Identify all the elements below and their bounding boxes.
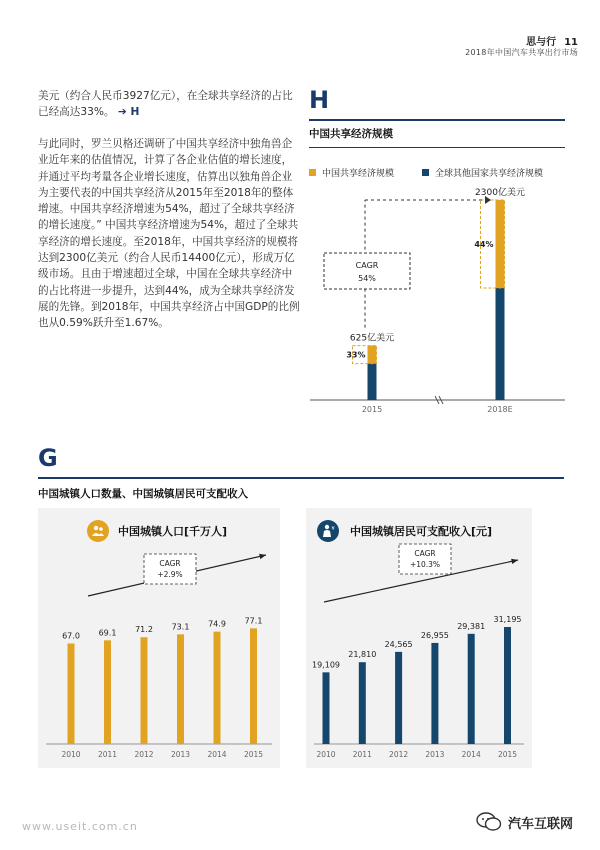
tick-label-2010: 2010 bbox=[61, 750, 81, 759]
data-label-2010: 67.0 bbox=[62, 631, 80, 641]
total-label-2015: 625亿美元 bbox=[349, 333, 395, 344]
cagr-value: +2.9% bbox=[157, 570, 183, 579]
legend-item-china bbox=[309, 166, 394, 179]
data-label-2012: 71.2 bbox=[135, 625, 153, 635]
tick-label-2015: 2015 bbox=[243, 750, 264, 759]
data-label-2014: 29,381 bbox=[457, 621, 486, 631]
data-label-2015: 77.1 bbox=[244, 616, 263, 626]
data-label-2015: 31,195 bbox=[493, 615, 522, 625]
footer-brand-name: 汽车互联网 bbox=[508, 816, 574, 832]
bar-2015 bbox=[250, 628, 257, 744]
tick-label-2011: 2011 bbox=[352, 750, 372, 759]
share-label-2018E: 44% bbox=[474, 240, 494, 249]
cagr-value: +10.3% bbox=[409, 560, 441, 569]
bar-2010 bbox=[68, 644, 75, 745]
bar-china-2018E bbox=[496, 200, 505, 288]
sharing-economy-chart bbox=[300, 180, 575, 420]
bar-2011 bbox=[359, 662, 366, 744]
header-brand bbox=[526, 33, 578, 48]
share-label-2015: 33% bbox=[346, 350, 366, 360]
tick-label-2015: 2015 bbox=[361, 405, 383, 414]
bar-2012 bbox=[141, 637, 148, 744]
footer-brand bbox=[476, 812, 573, 832]
tick-label-2015: 2015 bbox=[497, 750, 518, 759]
bar-2012 bbox=[395, 652, 402, 744]
legend-swatch-gold bbox=[309, 169, 316, 176]
bar-2014 bbox=[468, 634, 475, 744]
bar-2013 bbox=[431, 643, 438, 744]
data-label-2014: 74.9 bbox=[208, 619, 226, 629]
legend-swatch-navy bbox=[422, 169, 429, 176]
paragraph-1 bbox=[38, 88, 300, 121]
svg-text:¥: ¥ bbox=[331, 526, 335, 532]
trend-arrowhead bbox=[511, 559, 518, 564]
income-panel bbox=[306, 508, 532, 768]
income-title: 中国城镇居民可支配收入[元] bbox=[350, 525, 493, 538]
legend-label-other: 全球其他国家共享经济规模 bbox=[435, 169, 544, 179]
cagr-value: 54% bbox=[358, 274, 376, 283]
bar-2010 bbox=[323, 672, 330, 744]
bar-2011 bbox=[104, 640, 111, 744]
cagr-label: CAGR bbox=[159, 559, 181, 568]
cagr-label: CAGR bbox=[414, 549, 436, 558]
population-chart bbox=[38, 508, 280, 768]
paragraph-1-text: 美元（约合人民币3927亿元），在全球共享经济的占比已经高达33%。 bbox=[38, 90, 293, 119]
tick-label-2011: 2011 bbox=[97, 750, 118, 759]
tick-label-2014: 2014 bbox=[207, 750, 227, 759]
wechat-icon bbox=[476, 812, 502, 832]
legend-item-other bbox=[422, 166, 543, 179]
cagr-box bbox=[324, 253, 410, 289]
section-h-letter: H bbox=[309, 86, 330, 114]
bar-2015 bbox=[504, 627, 511, 744]
section-h-title: 中国共享经济规模 bbox=[309, 128, 393, 140]
bar-2013 bbox=[177, 634, 184, 744]
tick-label-2014: 2014 bbox=[461, 750, 481, 759]
tick-label-2013: 2013 bbox=[170, 750, 191, 759]
tick-label-2012: 2012 bbox=[134, 750, 154, 759]
data-label-2010: 19,109 bbox=[312, 660, 340, 670]
header-brand-name: 思与行 bbox=[526, 37, 557, 48]
section-h-divider bbox=[309, 147, 565, 148]
header-subtitle: 2018年中国汽车共享出行市场 bbox=[465, 48, 578, 57]
tick-label-2010: 2010 bbox=[316, 750, 336, 759]
bar-2014 bbox=[214, 632, 221, 744]
section-g-title: 中国城镇人口数量、中国城镇居民可支配收入 bbox=[38, 488, 248, 500]
trend-arrowhead bbox=[259, 554, 266, 559]
tick-label-2012: 2012 bbox=[389, 750, 409, 759]
data-label-2011: 69.1 bbox=[98, 628, 117, 638]
section-h-rule bbox=[309, 119, 565, 121]
total-label-2018E: 2300亿美元 bbox=[475, 188, 525, 198]
paragraph-2: 与此同时，罗兰贝格还调研了中国共享经济中独角兽企业近年来的估值情况，计算了各企业估值的增长速度，并通过平均考量各企业增长速度，估算出以独角兽企业为主要代表的中国共享经济从2015年至2018年的整体增速。中国共享经济增速为54%，超过了全球共享经济的增长速度。” 中国共享经济增速为54%，超过了全球共享经济的增长速度。至2018年，中国共享经济的规模将达到2300亿美元（约合人民币14400亿元），形成万亿级市场。且由于增速超过全球，中国在全球共享经济中的占比将进一步提升，达到44%，成为全球共享经济发展的先锋。到2018年，中国共享经济占中国GDP的比例也从0.59%跃升至1.67%。 bbox=[38, 138, 300, 330]
section-g-letter: G bbox=[38, 444, 58, 472]
data-label-2012: 24,565 bbox=[384, 639, 413, 649]
section-g-rule bbox=[38, 477, 564, 479]
income-chart bbox=[306, 508, 532, 768]
bar-china-2015 bbox=[368, 346, 377, 364]
watermark: www.useit.com.cn bbox=[22, 820, 138, 833]
population-panel bbox=[38, 508, 280, 768]
data-label-2011: 21,810 bbox=[348, 650, 377, 660]
tick-label-2013: 2013 bbox=[425, 750, 445, 759]
bar-other-2015 bbox=[368, 364, 377, 400]
data-label-2013: 73.1 bbox=[171, 622, 190, 632]
cagr-label: CAGR bbox=[355, 261, 379, 270]
tick-label-2018E: 2018E bbox=[487, 405, 513, 414]
section-h-link[interactable]: ➔ H bbox=[117, 106, 140, 119]
bar-other-2018E bbox=[496, 288, 505, 400]
data-label-2013: 26,955 bbox=[420, 630, 449, 640]
legend-label-china: 中国共享经济规模 bbox=[322, 169, 395, 179]
population-title: 中国城镇人口[千万人] bbox=[118, 525, 228, 538]
page-number: 11 bbox=[564, 37, 578, 48]
